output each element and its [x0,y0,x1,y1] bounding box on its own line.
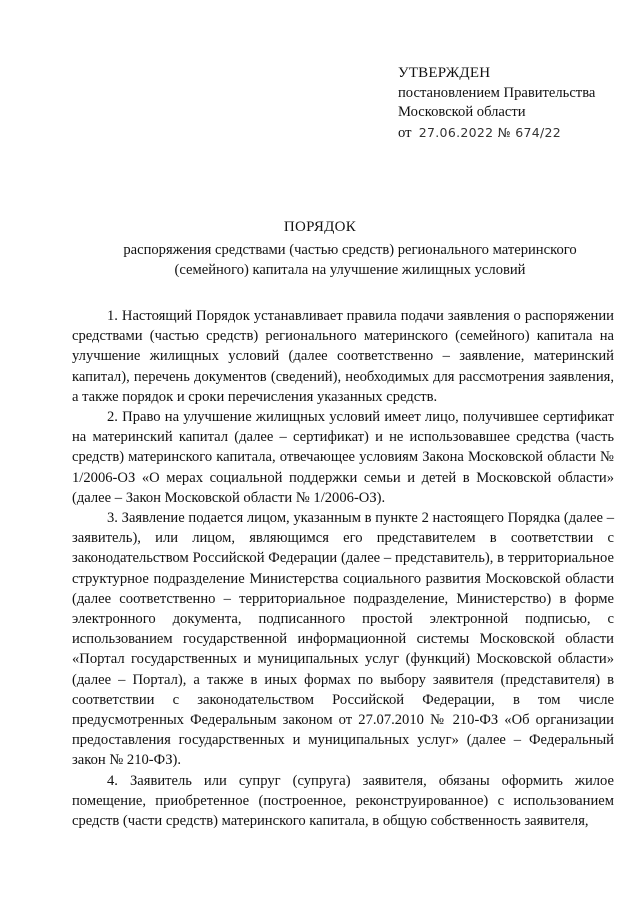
paragraph-1: 1. Настоящий Порядок устанавливает правила подачи заявления о распоряжении средствами (частью средств) регионального материнского (семейного) капитала на улучшение жилищных условий (далее соответственно – заявление, материнский капитал), перечень документов (сведений), необходимых для рассмотрения заявления, а также порядок и сроки перечисления указанных средств. [72,308,614,405]
document-subtitle: распоряжения средствами (частью средств) регионального материнского (семейного) капитала на улучшение жилищных условий [123,242,577,278]
approval-date-line [398,123,628,144]
document-body [72,306,614,831]
approval-line-government: постановлением Правительства [398,84,596,101]
approval-date-prefix: от [398,124,412,141]
approval-date-value: 27.06.2022 № 674/22 [418,124,561,140]
approval-title: УТВЕРЖДЕН [398,65,491,81]
paragraph-4: 4. Заявитель или супруг (супруга) заявителя, обязаны оформить жилое помещение, приобретенное (построенное, реконструированное) с использованием средств (части средств) материнского капитала, в общую собственность заявителя, [72,772,614,830]
paragraph-2: 2. Право на улучшение жилищных условий имеет лицо, получившее сертификат на материнский капитал (далее – сертификат) и не использовавшее средства (часть средств) материнского капитала, отвечающее условиям Закона Московской области № 1/2006-ОЗ «О мерах социальной поддержки семьи и детей в Московской области» (далее – Закон Московской области № 1/2006-ОЗ). [72,409,614,506]
document-title: ПОРЯДОК [283,219,357,235]
approval-line-region: Московской области [398,104,526,120]
approval-stamp [398,64,628,143]
paragraph-3: 3. Заявление подается лицом, указанным в пункте 2 настоящего Порядка (далее – заявитель), или лицом, являющимся его представителем в соответствии с законодательством Российской Федерации (далее – представитель), в территориальное структурное подразделение Министерства социального развития Московской области (далее соответственно – территориальное подразделение, Министерство) в форме электронного документа, подписанного простой электронной подписью, с использованием государственной информационной системы Московской области «Портал государственных и муниципальных услуг (функций) Московской области» (далее – Портал), а также в иных формах по выбору заявителя (представителя) в соответствии с законодательством Российской Федерации, в том числе предусмотренных Федеральным законом от 27.07.2010 № 210-ФЗ «Об организации предоставления государственных и муниципальных услуг» (далее – Федеральный закон № 210-ФЗ). [72,510,614,769]
